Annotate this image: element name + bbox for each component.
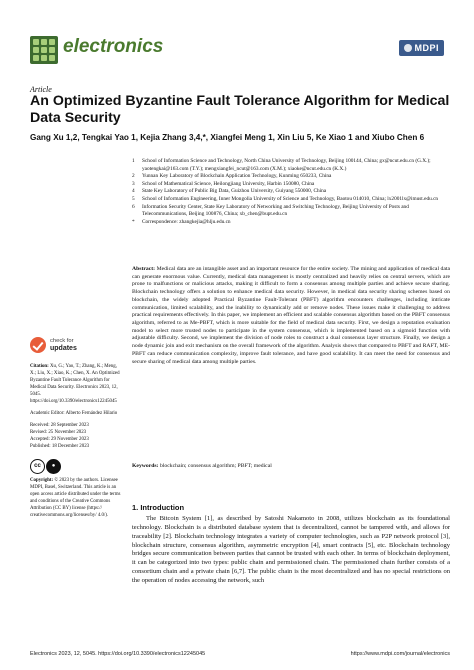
footer-citation[interactable]: Electronics 2023, 12, 5045. https://doi.org/10.3390/electronics12245045	[30, 651, 206, 657]
journal-name[interactable]: electronics	[63, 36, 164, 57]
received-date: Received: 28 September 2023	[30, 423, 89, 429]
abstract-text: Medical data are an intangible asset and an important resource for the entire society. The mining and application of medical data can generate enormous value. Currently, medical data management is mostly centralized and heavily relies on central servers, which are prone to malfunctions or malicious attacks, making it difficult to form a consensus among multiple parties and achieve secure sharing. Blockchain technology offers a solution to enhance medical data security. However, in medical data security sharing schemes based on blockchain, the widely adopted Practical Byzantine Fault-Tolerant (PBFT) algorithm encounters challenges, including intricate communication, limited scalability, and the inability to dynamically add or remove nodes. These issues make it challenging to address practical requirements effectively. In this paper, we implement an efficient and scalable consensus algorithm based on the PBFT consensus algorithm, referred to as Me-PBFT, which is more suitable for the field of medical data security. First, we design a reputation evaluation model to select more trusted nodes to participate in the system consensus, which is implemented based on a sigmoid function with adjustable difficulty. Second, we implement the division of node roles to construct a dual consensus layer structure. Finally, we design a node dynamic join and exit mechanism on the overall framework of the algorithm. Analysis shows that compared to PBFT and RAFT, ME-PBFT can reduce communication complexity, improve fault tolerance, and have good scalability. It can meet the need for consensus and secure sharing of medical data among multiple parties.	[132, 266, 451, 365]
sidebar	[30, 363, 122, 524]
citation: Citation: Xu, G.; Yao, T.; Zhang, K.; Meng, X.; Liu, X.; Xiao, K.; Chen, X. An Optimized Byzantine Fault Tolerance Algorithm for Medical Data Security. Electronics 2023, 12, 5045. https://doi.org/10.3390/electronics12245045	[30, 364, 120, 405]
journal-logo-icon	[30, 36, 58, 64]
intro-paragraph: The Bitcoin System [1], as described by Satoshi Nakamoto in 2008, utilizes blockchain as its foundational technology. Blockchain is a distributed database system that is decentralized, cannot be tampered with, and allows for traceability [2]. Blockchain technology integrates a variety of computer technologies, such as P2P network protocol [3], blockchain structure, consensus algorithm, asymmetric encryption [4], smart contracts [5], etc. Blockchain technology bridges secure communication between parties that cannot be trusted with each other. In terms of blockchain deployment, it can be categorized into two types: public chain and permissioned chain. The permissioned chain further consists of a consortium chain and a private chain [6,7]. The public chain is the most decentralized and has no special restrictions on the operation of nodes accessing the network, such	[132, 515, 450, 584]
revised-date: Revised: 25 November 2023	[30, 430, 87, 436]
affiliation-item: 6 Information Security Center, State Key Laboratory of Networking and Switching Technology, Beijing University of Posts and Telecommunications, Beijing 100876, China; xb_chen@bupt.edu.cn	[132, 203, 409, 218]
keywords	[132, 463, 450, 471]
by-icon: ●	[46, 459, 61, 474]
section-heading: 1. Introduction	[132, 503, 185, 512]
check-for-updates-button[interactable]	[30, 337, 90, 357]
footer	[30, 651, 450, 657]
keywords-text: blockchain; consensus algorithm; PBFT; medical	[159, 463, 272, 469]
keywords-label: Keywords:	[132, 463, 159, 469]
abstract	[132, 266, 450, 366]
article-type: Article	[30, 85, 52, 94]
cc-license-icon[interactable]	[30, 459, 61, 474]
author-list: Gang Xu 1,2, Tengkai Yao 1, Kejia Zhang 3,4,*, Xiangfei Meng 1, Xin Liu 5, Ke Xiao 1 and Xiubo Chen 6	[30, 133, 425, 142]
affiliation-item: 4 State Key Laboratory of Public Big Data, Guizhou University, Guiyang 550000, China	[132, 188, 327, 195]
cc-icon: cc	[30, 459, 45, 474]
dates	[30, 422, 122, 450]
affiliation-item: 2 Yunnan Key Laboratory of Blockchain Application Technology, Kunming 650233, China	[132, 173, 332, 180]
publisher-logo[interactable]: MDPI	[399, 40, 445, 56]
abstract-label: Abstract:	[132, 266, 156, 272]
check-label: check for	[50, 338, 74, 344]
footer-journal-link[interactable]: https://www.mdpi.com/journal/electronics	[350, 651, 450, 657]
academic-editor: Academic Editor: Alberto Fernández Hilario	[30, 411, 118, 417]
affiliations	[132, 158, 450, 226]
copyright: Copyright: © 2023 by the authors. Licensee MDPI, Basel, Switzerland. This article is an open access article distributed under the terms and conditions of the Creative Commons Attribution (CC BY) license (https:// creativecommons.org/licenses/by/ 4.0/).	[30, 477, 121, 518]
affiliation-item: 5 School of Information Engineering, Inner Mongolia University of Science and Technology, Baotou 014010, China; lx2001lx@imust.edu.cn	[132, 195, 439, 202]
accepted-date: Accepted: 29 November 2023	[30, 437, 89, 443]
affiliation-item: 3 School of Mathematical Science, Heilongjiang University, Harbin 150080, China	[132, 180, 315, 187]
check-updates-icon	[30, 337, 46, 353]
correspondence: * Correspondence: zhangkejia@hlju.edu.cn	[132, 218, 231, 225]
check-title: updates	[50, 345, 77, 352]
published-date: Published: 18 December 2023	[30, 444, 90, 450]
article-title: An Optimized Byzantine Fault Tolerance Algorithm for Medical Data Security	[30, 93, 450, 126]
affiliation-item: 1 School of Information Science and Technology, North China University of Technology, Beijing 100144, China; gx@ncut.edu.cn (G.X.); yaotengkai@163.com (T.Y.); mengxiangfei_ncut@163.com (X.M.); xiaoke@ncut.edu.cn (K.X.)	[132, 158, 431, 172]
